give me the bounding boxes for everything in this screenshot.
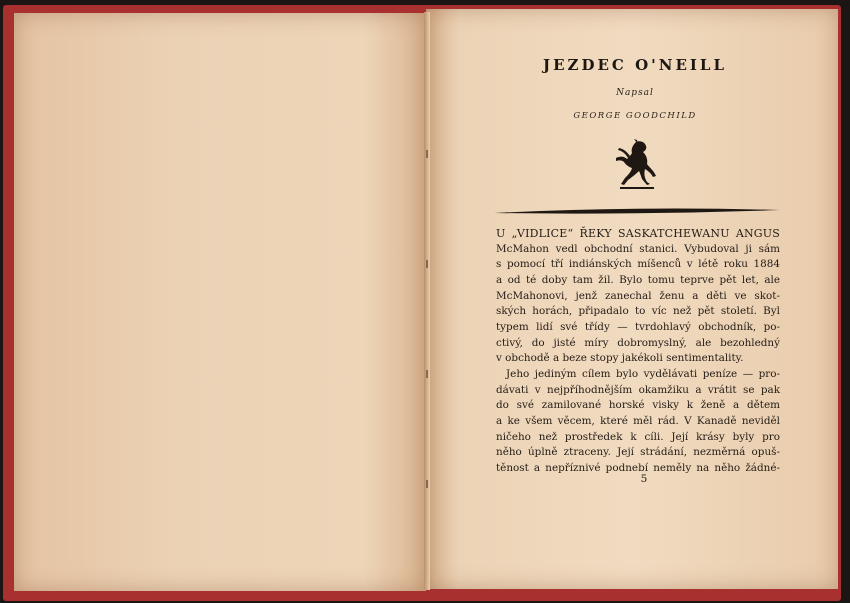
text-line: ničeho než prostředek k cíli. Její krásy byly pro (496, 430, 780, 443)
left-blank-page (14, 13, 426, 591)
ornamental-rule (494, 207, 780, 217)
text-line: něho úplně ztraceny. Její strádání, nezměrná opuš- (496, 446, 780, 459)
text-line: McMahon vedl obchodní stanici. Vybudoval ji sám (496, 242, 780, 255)
text-line: a od té doby tam žil. Bylo tomu teprve pět let, ale (496, 273, 780, 286)
author-name: GEORGE GOODCHILD (573, 111, 697, 121)
text-line: těnost a nepříznivé podnebí neměly na něho žádné- (496, 461, 780, 474)
text-line: do své zamilované horské visky k ženě a dětem (496, 399, 780, 412)
text-line: McMahonovi, jenž zanechal ženu a děti ve skot- (496, 289, 780, 302)
binding-stitch (426, 260, 428, 268)
text-line: v obchodě a beze stopy jakékoli sentimentality. (496, 352, 744, 365)
text-line: Jeho jediným cílem bylo vydělávati peníze — pro- (506, 367, 780, 380)
text-line: ských horách, připadalo to víc než pět století. Byl (496, 305, 780, 318)
book-title: JEZDEC O'NEILL (543, 56, 727, 74)
rearing-horse-icon (614, 138, 658, 190)
text-line: U „VIDLICE“ ŘEKY SASKATCHEWANU ANGUS (496, 227, 780, 240)
text-line: s pomocí tří indiánských míšenců v létě roku 1884 (496, 258, 780, 271)
binding-stitch (426, 480, 428, 488)
text-line: typem lidí své třídy — tvrdohlavý obchodník, po- (496, 320, 780, 333)
body-text (496, 226, 780, 477)
book-gutter (424, 12, 430, 590)
text-line: dávati v nejpříhodnějším okamžiku a vrátit se pak (496, 383, 780, 396)
text-line: a ke všem věcem, které měl rád. V Kanadě neviděl (496, 414, 780, 427)
byline-label: Napsal (616, 88, 654, 98)
text-line: ctivý, do jisté míry dobromyslný, ale bezohledný (496, 336, 780, 349)
binding-stitch (426, 150, 428, 158)
binding-stitch (426, 370, 428, 378)
page-number: 5 (640, 473, 648, 485)
